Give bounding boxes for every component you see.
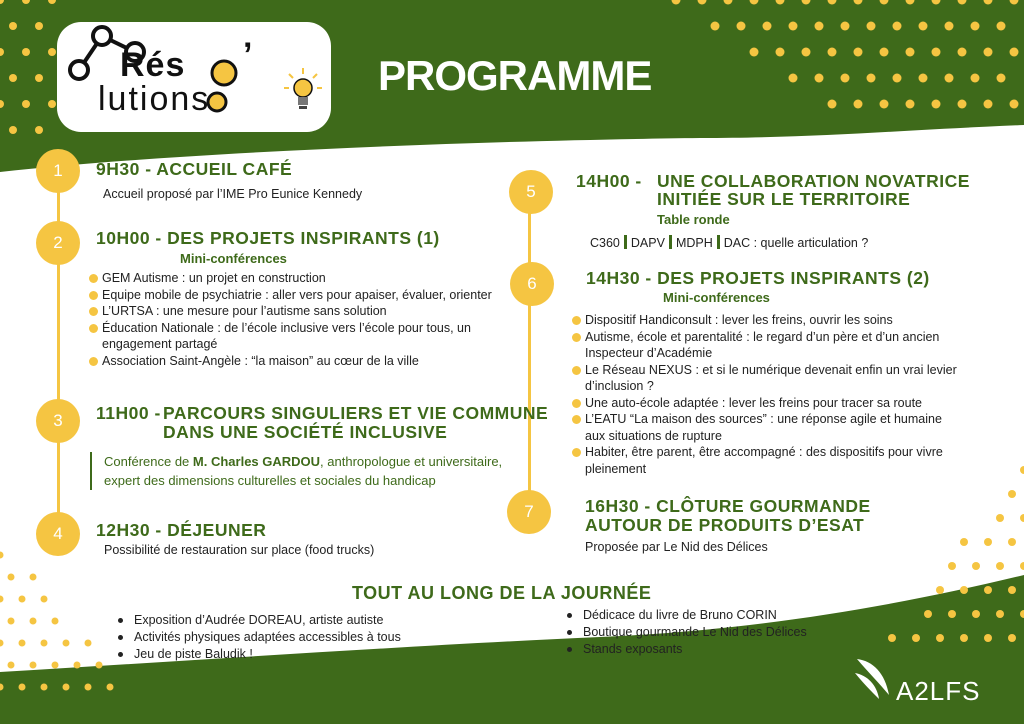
list-item: Dispositif Handiconsult : lever les freins, ouvrir les soins xyxy=(572,312,957,329)
step-6-list xyxy=(572,312,957,477)
step-number-2: 2 xyxy=(36,221,80,265)
step-number-3: 3 xyxy=(36,399,80,443)
logo-text-top: Rés xyxy=(120,46,186,84)
step-5-tags xyxy=(590,235,868,252)
list-item: Jeu de piste Baludik ! xyxy=(116,646,401,663)
step-2-list xyxy=(89,270,494,369)
step-4-description: Possibilité de restauration sur place (food trucks) xyxy=(104,543,375,557)
list-item: L’EATU “La maison des sources” : une réponse agile et humaine aux situations de rupture xyxy=(572,411,957,444)
step-7-description: Proposée par Le Nid des Délices xyxy=(585,540,768,554)
step-number-5: 5 xyxy=(509,170,553,214)
step-3-title-line2: DANS UNE SOCIÉTÉ INCLUSIVE xyxy=(163,422,448,442)
list-item: Activités physiques adaptées accessibles à tous xyxy=(116,629,401,646)
step-6-title: 14H30 - DES PROJETS INSPIRANTS (2) xyxy=(586,268,930,288)
step-6-subtitle: Mini-conférences xyxy=(663,290,770,305)
step-number-1: 1 xyxy=(36,149,80,193)
logo-text-bottom: lutions xyxy=(98,80,211,118)
list-item: L’URTSA : une mesure pour l’autisme sans solution xyxy=(89,303,494,320)
step-4-title: 12H30 - DÉJEUNER xyxy=(96,520,267,540)
step-1-description: Accueil proposé par l’IME Pro Eunice Kennedy xyxy=(103,187,363,201)
list-item: Equipe mobile de psychiatrie : aller vers pour apaiser, évaluer, orienter xyxy=(89,287,494,304)
list-item: Le Réseau NEXUS : et si le numérique devenait enfin un vrai levier d’inclusion ? xyxy=(572,362,957,395)
list-item: Éducation Nationale : de l’école inclusive vers l’école pour tous, un engagement partagé xyxy=(89,320,494,353)
step-5-title-line2: INITIÉE SUR LE TERRITOIRE xyxy=(657,189,911,209)
step-7-title-line1: 16H30 - CLÔTURE GOURMANDE xyxy=(585,496,871,516)
step-2-title: 10H00 - DES PROJETS INSPIRANTS (1) xyxy=(96,228,440,248)
step-number-6: 6 xyxy=(510,262,554,306)
conference-speaker: M. Charles GARDOU xyxy=(192,454,321,469)
list-item: Dédicace du livre de Bruno CORIN xyxy=(565,607,807,624)
list-item: Association Saint-Angèle : “la maison” au cœur de la ville xyxy=(89,353,494,370)
a2lfs-leaf-icon xyxy=(853,655,895,703)
conference-prefix: Conférence de xyxy=(104,454,193,469)
step-number-7: 7 xyxy=(507,490,551,534)
list-item: Autisme, école et parentalité : le regard d’un père et d’un ancien Inspecteur d’Académie xyxy=(572,329,957,362)
step-5-subtitle: Table ronde xyxy=(657,212,730,227)
all-day-list-right xyxy=(565,607,807,658)
list-item: GEM Autisme : un projet en construction xyxy=(89,270,494,287)
list-item: Stands exposants xyxy=(565,641,807,658)
step-3-title-line1: PARCOURS SINGULIERS ET VIE COMMUNE xyxy=(163,403,549,423)
step-3-time: 11H00 - xyxy=(96,403,161,423)
lightbulb-icon xyxy=(283,66,323,116)
step-5-time: 14H00 - xyxy=(576,171,642,191)
tag: DAPV xyxy=(630,236,665,250)
step-number-4: 4 xyxy=(36,512,80,556)
list-item: Exposition d’Audrée DOREAU, artiste autiste xyxy=(116,612,401,629)
list-item: Une auto-école adaptée : lever les freins pour tracer sa route xyxy=(572,395,957,412)
tag: MDPH xyxy=(675,236,713,250)
all-day-title: TOUT AU LONG DE LA JOURNÉE xyxy=(352,583,652,603)
step-1-title: 9H30 - ACCUEIL CAFÉ xyxy=(96,159,293,179)
step-7-title-line2: AUTOUR DE PRODUITS D’ESAT xyxy=(585,515,865,535)
step-5-title-line1: UNE COLLABORATION NOVATRICE xyxy=(657,171,970,191)
timeline-line-right xyxy=(528,210,531,505)
page-title: PROGRAMME xyxy=(378,52,652,99)
step-2-subtitle: Mini-conférences xyxy=(180,251,287,266)
list-item: Boutique gourmande Le Nid des Délices xyxy=(565,624,807,641)
all-day-list-left xyxy=(116,612,401,663)
footer-brand: A2LFS xyxy=(896,676,981,706)
tag: DAC : quelle articulation ? xyxy=(723,236,869,250)
conference-details: , anthropologue et universitaire, expert des dimensions culturelles et sociales du handicap xyxy=(104,454,503,488)
list-item: Habiter, être parent, être accompagné : des dispositifs pour vivre pleinement xyxy=(572,444,957,477)
step-3-conference xyxy=(90,452,504,490)
tag: C360 xyxy=(590,236,620,250)
logo-apostrophe: ’ xyxy=(243,36,253,74)
